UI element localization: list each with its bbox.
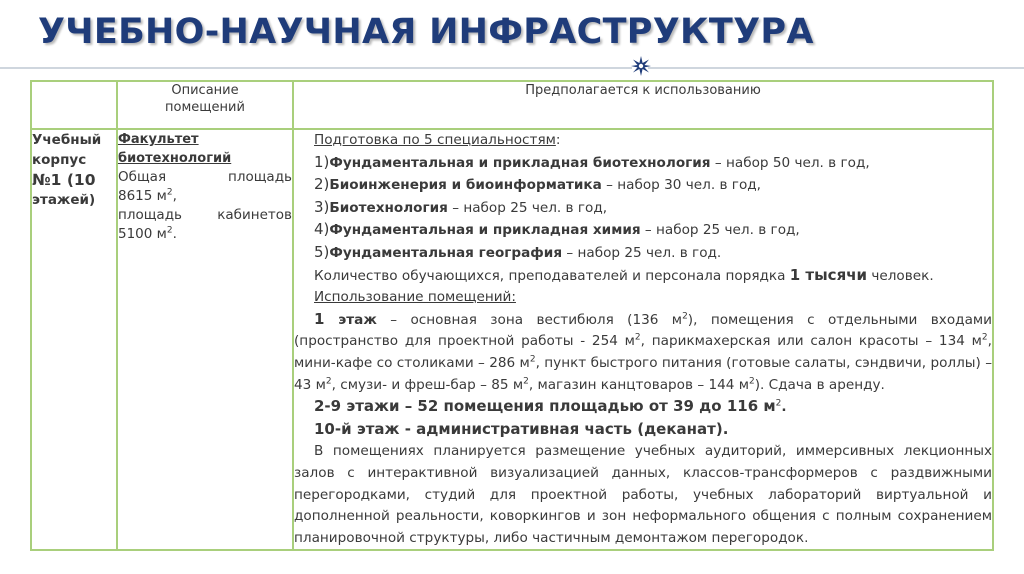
floors-2-9-description: 2-9 этажи – 52 помещения площадью от 39 до 116 $м^2$. — [314, 397, 787, 416]
staff-count-line: Количество обучающихся, преподавателей и персонала порядка 1 тысячи человек. — [314, 265, 934, 284]
floor-1-description: 1 этаж – основная зона вестибюля (136 $м^2$), помещения с отдельными входами (пространство для проектной работы - 254 $м^2$, парикмахерская или салон красоты – 134 $м^2$, мини-кафе со столиками – 286 $м^2$, пункт быстрого питания (готовые салаты, сэндвичи, роллы) – 43 $м^2$, смузи- и фреш-бар – 85 $м^2$, магазин канцтоваров – 144 $м^2$). Сдача в аренду. — [294, 309, 992, 393]
specialty-4: 4)Фундаментальная и прикладная химия – набор 25 чел. в год, — [314, 220, 800, 239]
building-line-1: Учебный — [32, 132, 102, 148]
infrastructure-table — [30, 80, 994, 551]
specialty-5: 5)Фундаментальная география – набор 25 чел. в год. — [314, 242, 722, 261]
table-row — [31, 129, 993, 550]
building-cell — [31, 129, 117, 550]
specialty-2: 2)Биоинженерия и биоинформатика – набор 30 чел. в год, — [314, 175, 761, 194]
total-area-label: Общая площадь — [118, 169, 292, 185]
specialty-3: 3)Биотехнология – набор 25 чел. в год, — [314, 197, 608, 216]
total-area-value: 8615 $м^2$, — [118, 187, 177, 204]
header-cell-usage: Предполагается к использованию — [293, 81, 993, 129]
usage-cell — [293, 129, 993, 550]
building-line-3: №1 (10 — [32, 171, 96, 189]
preparation-title: Подготовка по 5 специальностям: — [314, 132, 561, 148]
faculty-name-line-1: Факультет — [118, 132, 199, 147]
rooms-area-label: площадь кабинетов — [118, 207, 292, 223]
floor-10-description: 10-й этаж - административная часть (деканат). — [314, 419, 729, 438]
page-title: УЧЕБНО-НАУЧНАЯ ИНФРАСТРУКТУРА — [38, 12, 814, 52]
header-cell-description — [117, 81, 293, 129]
title-divider-right — [648, 67, 1024, 69]
plans-description: В помещениях планируется размещение учебных аудиторий, иммерсивных лекционных залов с интерактивной визуализацией данных, классов-трансформеров с раздвижными перегородками, студий для проектной работы, учебных лабораторий виртуальной и дополненной реальности, коворкингов и зон неформального общения с полным сохранением планировочной структуры, либо частичным демонтажом перегородок. — [294, 443, 992, 546]
title-divider-left — [0, 67, 632, 69]
usage-title: Использование помещений: — [314, 289, 516, 306]
table-header-row — [31, 81, 993, 129]
header-description-label: Описание помещений — [165, 83, 245, 115]
rooms-area-value: 5100 $м^2$. — [118, 225, 177, 242]
description-cell — [117, 129, 293, 550]
star-ornament-icon — [630, 55, 652, 77]
specialty-1: 1)Фундаментальная и прикладная биотехнология – набор 50 чел. в год, — [314, 152, 870, 171]
building-line-4: этажей) — [32, 192, 96, 208]
header-cell-building — [31, 81, 117, 129]
building-line-2: корпус — [32, 152, 87, 168]
faculty-name-line-2: биотехнологий — [118, 151, 232, 166]
